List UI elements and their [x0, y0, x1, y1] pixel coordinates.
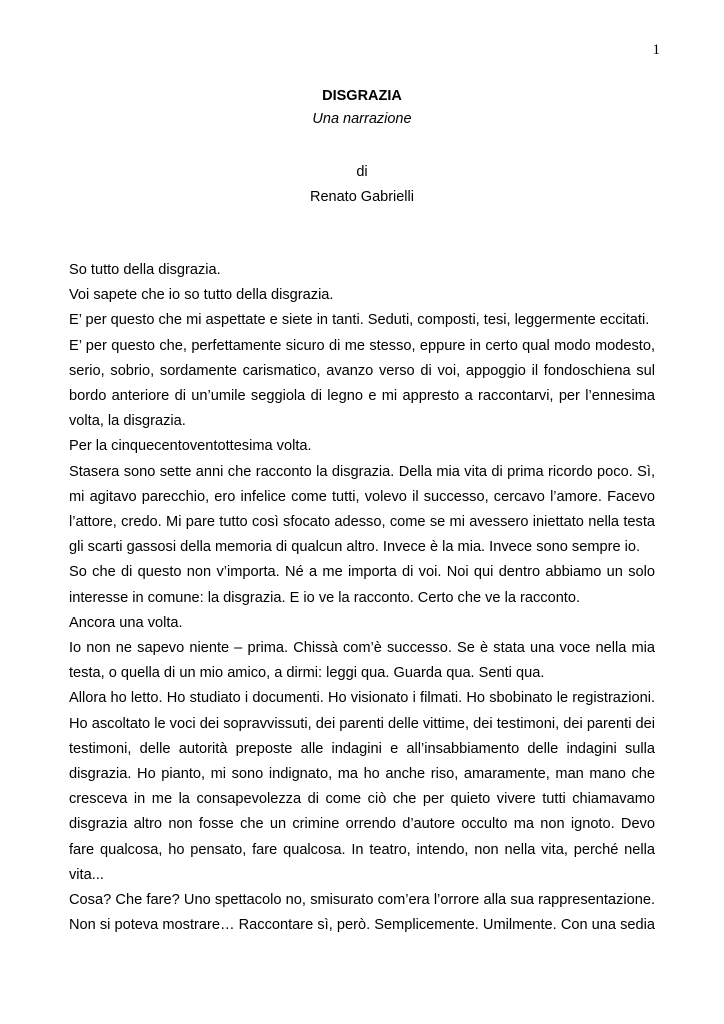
- body-text: [69, 258, 655, 938]
- document-subtitle: Una narrazione: [312, 111, 412, 127]
- paragraph: Allora ho letto. Ho studiato i documenti. Ho visionato i filmati. Ho sbobinato le registrazioni. Ho ascoltato le voci dei sopravvissuti, dei parenti delle vittime, dei testimoni, dei parenti dei testimoni, delle autorità preposte alle indagini e all’insabbiamento delle indagini sulla disgrazia. Ho pianto, mi sono indignato, ma ho anche riso, amaramente, man mano che cresceva in me la consapevolezza di come ciò che per quieto vivere tutti chiamavamo disgrazia altro non fosse che un crimine orrendo d’autore occulto ma non ignoto. Devo fare qualcosa, ho pensato, fare qualcosa. In teatro, intendo, non nella vita, perché nella vita...: [69, 690, 655, 883]
- paragraph: So che di questo non v’importa. Né a me importa di voi. Noi qui dentro abbiamo un solo interesse in comune: la disgrazia. E io ve la racconto. Certo che ve la racconto.: [69, 564, 655, 606]
- paragraph: Cosa? Che fare? Uno spettacolo no, smisurato com’era l’orrore alla sua rappresentazione. Non si poteva mostrare… Raccontare sì, però. Semplicemente. Umilmente. Con una sedia: [69, 892, 655, 934]
- paragraph: So tutto della disgrazia.: [69, 262, 221, 278]
- byline-preposition: di: [356, 164, 368, 180]
- paragraph: Per la cinquecentoventottesima volta.: [69, 438, 312, 455]
- page-number: 1: [652, 42, 660, 58]
- paragraph: E’ per questo che, perfettamente sicuro di me stesso, eppure in certo qual modo modesto, serio, sobrio, sordamente carismatico, avanzo verso di voi, appoggio il fondoschiena sul bordo anteriore di un’umile seggiola di legno e mi appresto a raccontarvi, per l’ennesima volta, la disgrazia.: [69, 337, 655, 430]
- document-title: DISGRAZIA: [322, 88, 402, 104]
- paragraph: Stasera sono sette anni che racconto la disgrazia. Della mia vita di prima ricordo poco. Sì, mi agitavo parecchio, ero infelice come tutti, volevo il successo, cercavo l’amore. Facevo l’attore, credo. Mi pare tutto così sfocato adesso, come se mi avessero iniettato nella testa gli scarti gassosi della memoria di qualcun altro. Invece è la mia. Invece sono sempre io.: [69, 463, 655, 556]
- title-block: [0, 86, 724, 210]
- paragraph: Voi sapete che io so tutto della disgrazia.: [69, 287, 334, 304]
- paragraph: Ancora una volta.: [69, 614, 183, 631]
- author-name: Renato Gabrielli: [310, 189, 414, 205]
- paragraph: Io non ne sapevo niente – prima. Chissà com’è successo. Se è stata una voce nella mia testa, o quella di un mio amico, a dirmi: leggi qua. Guarda qua. Senti qua.: [69, 640, 655, 682]
- paragraph: E’ per questo che mi aspettate e siete in tanti. Seduti, composti, tesi, leggermente eccitati.: [69, 312, 650, 329]
